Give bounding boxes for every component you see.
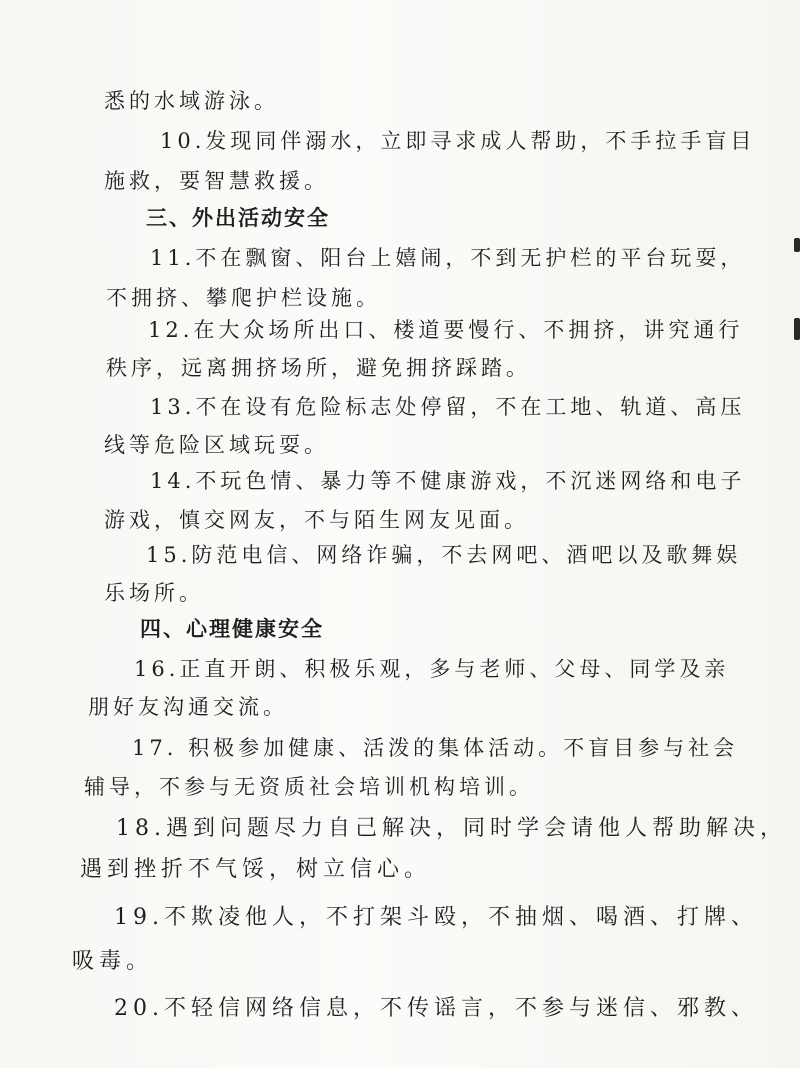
text-line: 不拥挤、攀爬护栏设施。 [106,286,381,310]
section-heading: 四、心理健康安全 [140,617,324,641]
text-line: 17. 积极参加健康、活泼的集体活动。不盲目参与社会 [132,736,739,760]
text-line: 悉的水域游泳。 [104,89,279,113]
text-line: 18.遇到问题尽力自己解决，同时学会请他人帮助解决， [116,816,787,841]
text-line: 14.不玩色情、暴力等不健康游戏，不沉迷网络和电子 [150,469,746,493]
text-line: 15.防范电信、网络诈骗，不去网吧、酒吧以及歌舞娱 [146,543,742,567]
text-line: 秩序，远离拥挤场所，避免拥挤踩踏。 [106,356,531,380]
scan-edge-mark [794,318,800,340]
text-line: 遇到挫折不气馁，树立信心。 [80,857,432,882]
text-line: 16.正直开朗、积极乐观，多与老师、父母、同学及亲 [134,657,730,681]
text-line: 12.在大众场所出口、楼道要慢行、不拥挤，讲究通行 [148,318,744,342]
text-line: 10.发现同伴溺水，立即寻求成人帮助，不手拉手盲目 [160,129,756,153]
text-line: 20.不轻信网络信息，不传谣言，不参与迷信、邪教、 [114,996,758,1021]
text-line: 辅导，不参与无资质社会培训机构培训。 [84,775,534,799]
text-line: 13.不在设有危险标志处停留，不在工地、轨道、高压 [150,395,746,419]
text-line: 游戏，慎交网友，不与陌生网友见面。 [104,508,529,532]
text-line: 19.不欺凌他人，不打架斗殴，不抽烟、喝酒、打牌、 [114,905,758,930]
text-line: 线等危险区域玩耍。 [104,433,329,457]
section-heading: 三、外出活动安全 [146,206,330,230]
text-line: 朋好友沟通交流。 [88,695,288,719]
text-line: 11.不在飘窗、阳台上嬉闹，不到无护栏的平台玩耍， [150,246,746,270]
text-line: 吸毒。 [72,949,154,974]
text-line: 施救，要智慧救援。 [104,169,329,193]
text-line: 乐场所。 [104,581,204,605]
scan-edge-mark [794,238,800,252]
